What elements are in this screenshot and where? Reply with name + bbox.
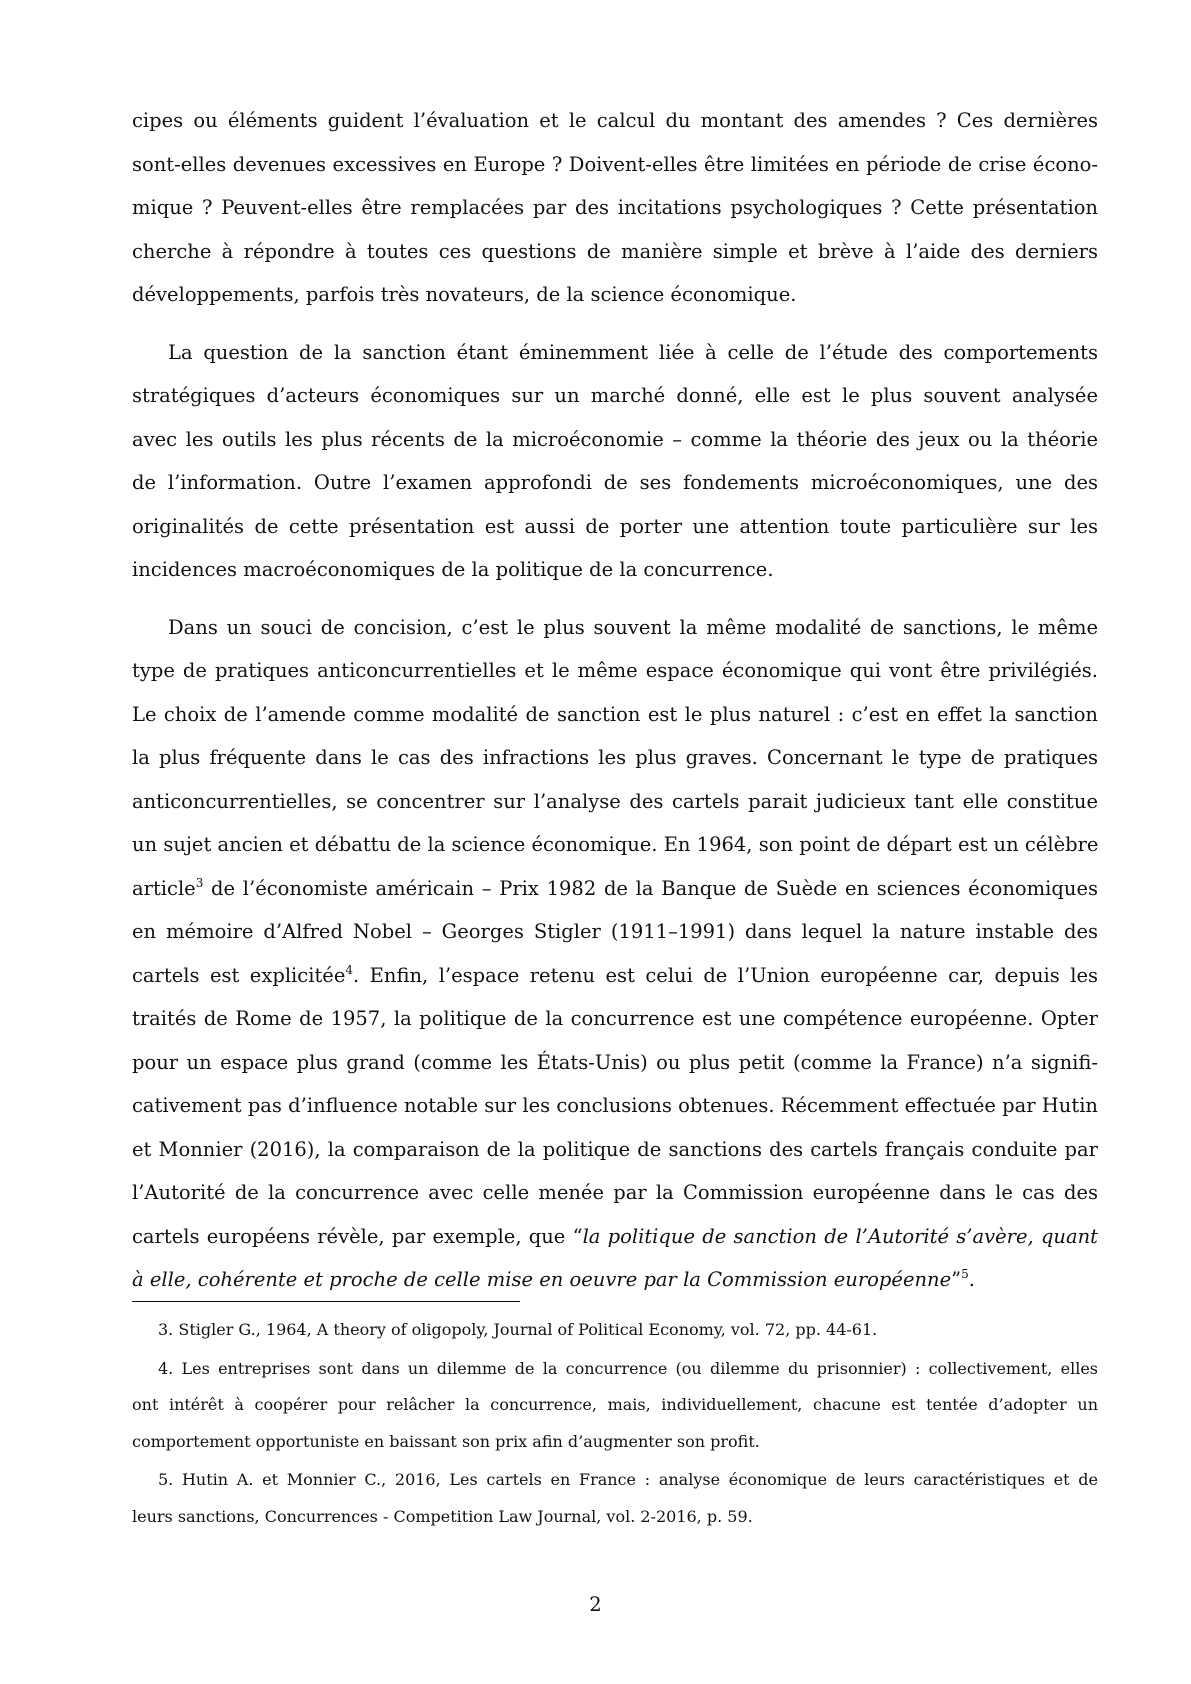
text-segment: Dans un souci de concision, c’est le plus souvent la même modalité de sanctions, le même <box>168 615 1098 639</box>
footnote <box>132 1312 1098 1349</box>
text-segment: ont intérêt à coopérer pour relâcher la concurrence, mais, individuellement, chacune est tentée d’adopter un <box>132 1395 1098 1414</box>
paragraph <box>132 99 1098 317</box>
footnote-ref[interactable]: 4 <box>345 962 354 977</box>
paragraph <box>132 331 1098 592</box>
text-line <box>132 1351 1098 1388</box>
text-segment: cartels européens révèle, par exemple, que “ <box>132 1224 583 1248</box>
text-line <box>132 273 1098 317</box>
text-line <box>132 649 1098 693</box>
text-line <box>132 461 1098 505</box>
text-line <box>132 1387 1098 1424</box>
text-line <box>132 1424 1098 1461</box>
text-segment: ” <box>951 1268 962 1291</box>
text-segment: développements, parfois très novateurs, de la science économique. <box>132 283 797 306</box>
footnote <box>132 1462 1098 1535</box>
text-line <box>132 606 1098 650</box>
text-segment: la plus fréquente dans le cas des infractions les plus graves. Concernant le type de pratiques <box>132 746 1098 769</box>
text-line <box>132 1462 1098 1499</box>
text-line <box>132 1215 1098 1259</box>
footnote-ref[interactable]: 5 <box>961 1267 969 1281</box>
text-line <box>132 418 1098 462</box>
text-segment: et Monnier (2016), la comparaison de la politique de sanctions des cartels français conduite par <box>132 1137 1098 1161</box>
italic-quote: la politique de sanction de l’Autorité s’avère, quant <box>582 1224 1099 1248</box>
text-line <box>132 1171 1098 1215</box>
text-line <box>132 548 1098 592</box>
text-segment: l’Autorité de la concurrence avec celle menée par la Commission européenne dans le cas des <box>132 1181 1098 1204</box>
footnote-ref[interactable]: 3 <box>195 875 204 890</box>
text-segment: cativement pas d’influence notable sur les conclusions obtenues. Récemment effectuée par Hutin <box>132 1094 1098 1117</box>
text-line <box>132 736 1098 780</box>
text-segment: incidences macroéconomiques de la politique de la concurrence. <box>132 558 774 581</box>
text-segment: leurs sanctions, Concurrences - Competition Law Journal, vol. 2-2016, p. 59. <box>132 1506 753 1526</box>
text-segment: en mémoire d’Alfred Nobel – Georges Stigler (1911–1991) dans lequel la nature instable des <box>132 920 1098 943</box>
text-segment: mique ? Peuvent-elles être remplacées par des incitations psychologiques ? Cette présentation <box>132 196 1098 219</box>
text-line <box>132 823 1098 867</box>
text-segment: traités de Rome de 1957, la politique de la concurrence est une compétence européenne. Opter <box>132 1007 1098 1030</box>
text-segment: La question de la sanction étant éminemment liée à celle de l’étude des comportements <box>168 340 1098 364</box>
text-line <box>132 99 1098 143</box>
text-line <box>132 910 1098 954</box>
text-segment: cipes ou éléments guident l’évaluation et le calcul du montant des amendes ? Ces dernières <box>132 109 1098 132</box>
text-line <box>132 143 1098 187</box>
text-line <box>132 780 1098 824</box>
text-segment: cherche à répondre à toutes ces questions de manière simple et brève à l’aide des derniers <box>132 239 1098 263</box>
footnotes <box>132 1312 1098 1537</box>
text-line <box>132 1312 1098 1349</box>
text-line <box>132 954 1098 998</box>
text-segment: de l’économiste américain – Prix 1982 de la Banque de Suède en sciences économiques <box>203 876 1098 900</box>
text-line <box>132 693 1098 737</box>
text-segment: Le choix de l’amende comme modalité de sanction est le plus naturel : c’est en effet la sanction <box>132 702 1098 726</box>
paragraph <box>132 606 1098 1302</box>
text-segment: un sujet ancien et débattu de la science économique. En 1964, son point de départ est un célèbre <box>132 833 1099 856</box>
body-text <box>132 99 1098 1316</box>
text-segment: avec les outils les plus récents de la microéconomie – comme la théorie des jeux ou la théorie <box>132 427 1098 451</box>
text-segment: stratégiques d’acteurs économiques sur un marché donné, elle est le plus souvent analysée <box>132 384 1098 407</box>
text-segment: pour un espace plus grand (comme les États-Unis) ou plus petit (comme la France) n’a signifi- <box>132 1050 1098 1074</box>
text-line <box>132 1128 1098 1172</box>
text-segment: type de pratiques anticoncurrentielles et le même espace économique qui vont être privilégiés. <box>132 659 1098 682</box>
italic-quote: à elle, cohérente et proche de celle mise en oeuvre par la Commission européenne <box>132 1268 952 1291</box>
text-segment: comportement opportuniste en baissant son prix afin d’augmenter son profit. <box>132 1431 760 1451</box>
text-line <box>132 230 1098 274</box>
page-number: 2 <box>589 1593 602 1616</box>
text-segment: anticoncurrentielles, se concentrer sur l’analyse des cartels parait judicieux tant elle constitue <box>132 789 1098 813</box>
text-segment: de l’information. Outre l’examen approfondi de ses fondements microéconomiques, une des <box>132 471 1098 494</box>
text-line <box>132 997 1098 1041</box>
text-segment: 5. Hutin A. et Monnier C., 2016, Les cartels en France : analyse économique de leurs caractéristiques et de <box>158 1470 1098 1489</box>
text-line <box>132 505 1098 549</box>
text-line <box>132 867 1098 911</box>
text-segment: originalités de cette présentation est aussi de porter une attention toute particulière sur les <box>132 514 1098 538</box>
text-line <box>132 1084 1098 1128</box>
text-line <box>132 1499 1098 1536</box>
text-segment: sont-elles devenues excessives en Europe ? Doivent-elles être limitées en période de crise écono- <box>132 152 1098 176</box>
text-line <box>132 1258 1098 1302</box>
text-segment: 3. Stigler G., 1964, A theory of oligopoly, Journal of Political Economy, vol. 72, pp. 44-61. <box>158 1320 878 1339</box>
text-segment: article <box>132 876 196 900</box>
text-segment: cartels est explicitée <box>132 963 346 987</box>
text-line <box>132 374 1098 418</box>
text-segment: . Enfin, l’espace retenu est celui de l’Union européenne car, depuis les <box>353 963 1099 987</box>
footnote <box>132 1351 1098 1461</box>
text-segment: 4. Les entreprises sont dans un dilemme de la concurrence (ou dilemme du prisonnier) : collectivement, elles <box>158 1358 1098 1378</box>
text-line <box>132 331 1098 375</box>
footnote-separator <box>132 1301 520 1302</box>
text-line <box>132 186 1098 230</box>
text-segment: . <box>968 1268 975 1291</box>
text-line <box>132 1041 1098 1085</box>
